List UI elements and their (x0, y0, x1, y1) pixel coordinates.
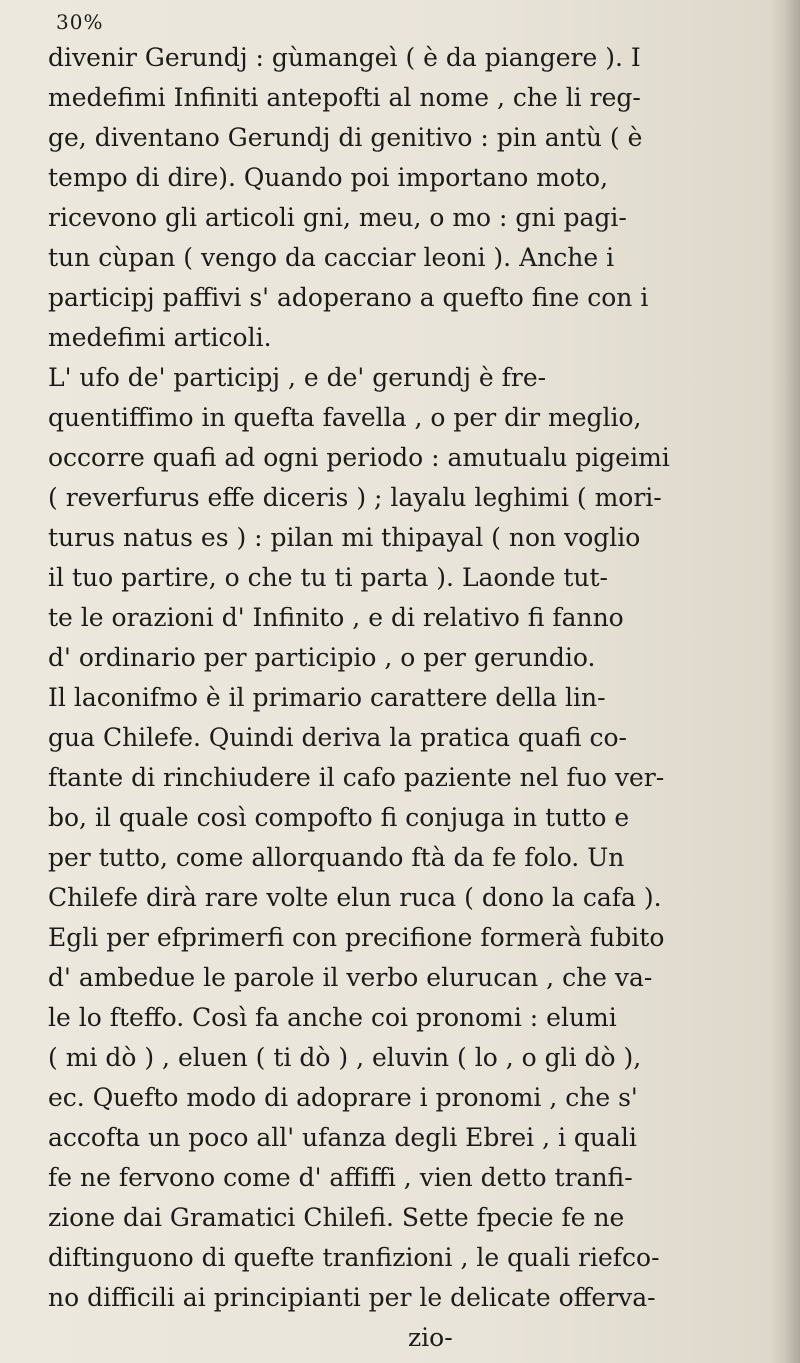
text-line: tempo di dire). Quando poi importano moto, (48, 163, 609, 192)
text-line: il tuo partire, o che tu ti parta ). Laonde tut- (48, 563, 608, 592)
text-line: per tutto, come allorquando ftà da fe folo. Un (48, 843, 625, 872)
text-line: d' ambedue le parole il verbo elurucan , che va- (48, 963, 653, 992)
text-line: ge, diventano Gerundj di genitivo : pin antù ( è (48, 123, 643, 152)
text-line: ( mi dò ) , eluen ( ti dò ) , eluvin ( lo , o gli dò ), (48, 1043, 642, 1072)
text-line: Egli per efprimerfi con precifione formerà fubito (48, 923, 665, 952)
text-line: d' ordinario per participio , o per gerundio. (48, 643, 596, 672)
text-line: le lo fteffo. Così fa anche coi pronomi : elumi (48, 1003, 617, 1032)
text-line: Il laconifmo è il primario carattere della lin- (48, 683, 606, 712)
text-line: Chilefe dirà rare volte elun ruca ( dono la cafa ). (48, 883, 662, 912)
text-line: ftante di rinchiudere il cafo paziente nel fuo ver- (48, 763, 665, 792)
text-line: te le orazioni d' Infinito , e di relativo fi fanno (48, 603, 624, 632)
text-line: ( reverfurus effe diceris ) ; layalu leghimi ( mori- (48, 483, 662, 512)
text-line: ricevono gli articoli gni, meu, o mo : gni pagi- (48, 203, 627, 232)
text-line: tun cùpan ( vengo da cacciar leoni ). Anche i (48, 243, 615, 272)
text-line: turus natus es ) : pilan mi thipayal ( non voglio (48, 523, 641, 552)
text-line: zione dai Gramatici Chilefi. Sette fpecie fe ne (48, 1203, 625, 1232)
text-line: ec. Quefto modo di adoprare i pronomi , che s' (48, 1083, 638, 1112)
text-line: occorre quafi ad ogni periodo : amutualu pigeimi (48, 443, 670, 472)
body-text (48, 38, 778, 1318)
text-line: no difficili ai principianti per le delicate offerva- (48, 1283, 656, 1312)
text-line: quentiffimo in quefta favella , o per dir meglio, (48, 403, 642, 432)
page-number: 30% (56, 10, 104, 34)
text-line: medefimi Infiniti antepofti al nome , che li reg- (48, 83, 641, 112)
text-line: accofta un poco all' ufanza degli Ebrei , i quali (48, 1123, 637, 1152)
text-line: bo, il quale così compofto fi conjuga in tutto e (48, 803, 630, 832)
text-line: divenir Gerundj : gùmangeì ( è da piangere ). I (48, 43, 641, 72)
text-line: L' ufo de' participj , e de' gerundj è fre- (48, 363, 547, 392)
catchword: zio- (408, 1323, 453, 1352)
text-line: participj paffivi s' adoperano a quefto fine con i (48, 283, 649, 312)
text-line: fe ne fervono come d' affiffi , vien detto tranfi- (48, 1163, 633, 1192)
text-line: diftinguono di quefte tranfizioni , le quali riefco- (48, 1243, 660, 1272)
text-line: gua Chilefe. Quindi deriva la pratica quafi co- (48, 723, 628, 752)
text-line: medefimi articoli. (48, 323, 272, 352)
